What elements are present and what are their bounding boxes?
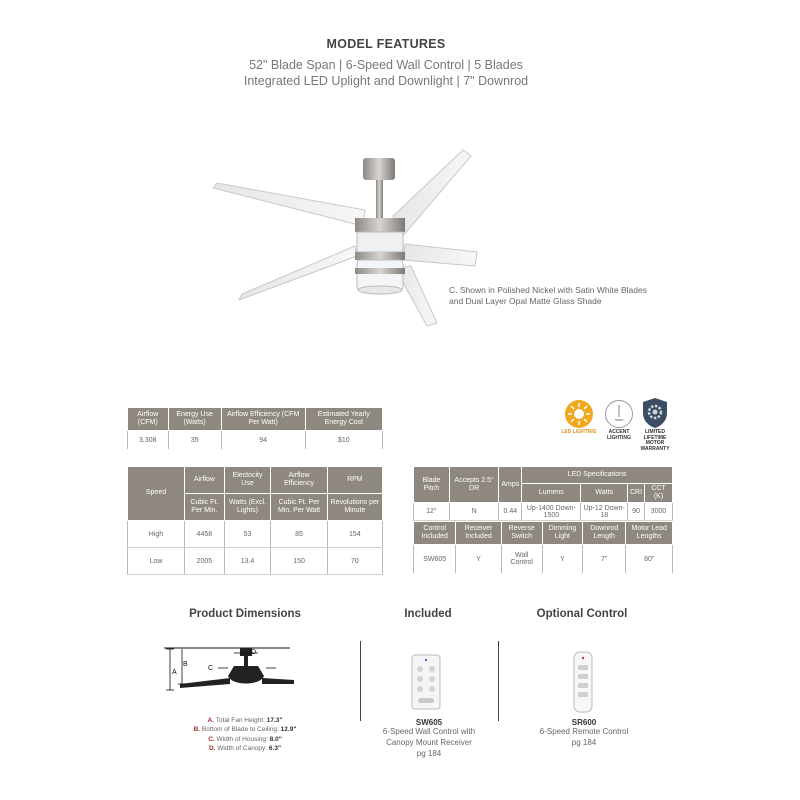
fan-blade (403, 244, 477, 266)
spec-header: CCT (K) (645, 484, 673, 503)
energy-cell: $10 (305, 431, 382, 450)
spec-header: Lumens (522, 484, 581, 503)
dimension-item: D. Width of Canopy: 6.3" (208, 745, 282, 753)
divider (498, 641, 499, 721)
energy-cell: 35 (168, 431, 221, 450)
table-row: Low 2005 13.4 150 70 (128, 548, 383, 575)
specifications-table (413, 466, 673, 521)
divider (360, 641, 361, 721)
speed-header: Speed (128, 467, 185, 521)
warranty-shield-icon (642, 397, 668, 429)
energy-header: Airflow Efficiency (CFM Per Watt) (221, 408, 305, 431)
accent-lighting-icon (604, 399, 634, 429)
control-header: Motor Lead Lengths (626, 522, 673, 545)
warranty-label: LIMITED LIFETIME MOTOR WARRANTY (640, 429, 670, 452)
dimensions-list (150, 716, 340, 754)
perf-header: Airflow (185, 467, 225, 494)
spec-header: LED Specifications (522, 467, 673, 484)
remote-control-image (570, 651, 596, 713)
energy-header: Estimated Yearly Energy Cost (305, 408, 382, 431)
dim-letter-c: C (208, 665, 214, 672)
wall-control-image (410, 654, 442, 710)
included-title: Included (404, 608, 452, 620)
dim-letter-d: D (251, 649, 257, 656)
spec-header: Watts (581, 484, 628, 503)
spec-header: Accepts 2.5° DR (449, 467, 499, 503)
perf-subheader: Cubic Ft. Per Min. (185, 494, 225, 521)
dim-letter-a: A (172, 669, 177, 676)
dimension-item: C. Width of Housing: 8.0" (208, 735, 282, 743)
accent-lighting-label: ACCENT LIGHTING (607, 429, 631, 441)
feature-badges (561, 399, 674, 459)
energy-header: Energy Use (Watts) (168, 408, 221, 431)
dimension-item: A. Total Fan Height: 17.3" (207, 717, 283, 724)
optional-product: SR600 6-Speed Remote Control pg 184 (510, 718, 658, 749)
energy-cell: 3,308 (128, 431, 169, 450)
included-product: SW605 6-Speed Wall Control with Canopy Mount Receiver pg 184 (360, 718, 498, 759)
control-header: Control Included (414, 522, 456, 545)
table-row: SW605 Y Wall Control Y 7" 80" (414, 545, 673, 574)
fan-downrod (376, 180, 383, 220)
control-header: Dimming Light (542, 522, 582, 545)
energy-header: Airflow (CFM) (128, 408, 169, 431)
performance-table (127, 466, 383, 575)
perf-subheader: Revolutions per Minute (327, 494, 382, 521)
fan-blade (239, 246, 357, 300)
motor-housing (355, 218, 405, 232)
control-table (413, 521, 673, 573)
perf-header: Electricity Use (224, 467, 271, 494)
spec-header: Blade Pitch (414, 467, 450, 503)
included-model: SW605 (415, 718, 443, 727)
control-header: Receiver Included (456, 522, 501, 545)
feature-line-1: 52" Blade Span | 6-Speed Wall Control | 5 Blades (249, 58, 523, 72)
ceiling-fan-image (205, 148, 485, 333)
control-header: Downrod Length (583, 522, 626, 545)
led-lighting-label: LED LIGHTING (561, 429, 597, 435)
table-row: 12° N 0.44 Up-1400 Down-1500 Up-12 Down-18 90 3000 (414, 503, 673, 521)
image-caption: C. Shown in Polished Nickel with Satin White Blades and Dual Layer Opal Matte Glass Shade (449, 285, 647, 307)
energy-cell: 94 (221, 431, 305, 450)
perf-subheader: Watts (Excl. Lights) (224, 494, 271, 521)
dimensions-title: Product Dimensions (189, 608, 301, 620)
led-lighting-icon (564, 399, 594, 429)
spec-header: Amps (499, 467, 522, 503)
optional-model: SR600 (571, 718, 597, 727)
fan-canopy (363, 158, 395, 180)
perf-subheader: Cubic Ft. Per Min. Per Watt (271, 494, 327, 521)
page-title: MODEL FEATURES (326, 37, 446, 51)
dimension-item: B. Bottom of Blade to Ceiling: 12.9" (193, 726, 297, 734)
energy-table (127, 407, 383, 449)
table-row: High 4458 53 85 154 (128, 521, 383, 548)
perf-header: RPM (327, 467, 382, 494)
spec-header: CRI (627, 484, 644, 503)
fan-blade (213, 183, 365, 226)
dim-letter-b: B (183, 661, 188, 668)
feature-line-2: Integrated LED Uplight and Downlight | 7" Downrod (243, 74, 529, 88)
perf-header: Airflow Efficiency (271, 467, 327, 494)
dimension-diagram (160, 644, 300, 696)
optional-control-title: Optional Control (536, 608, 628, 620)
control-header: Reverse Switch (501, 522, 542, 545)
